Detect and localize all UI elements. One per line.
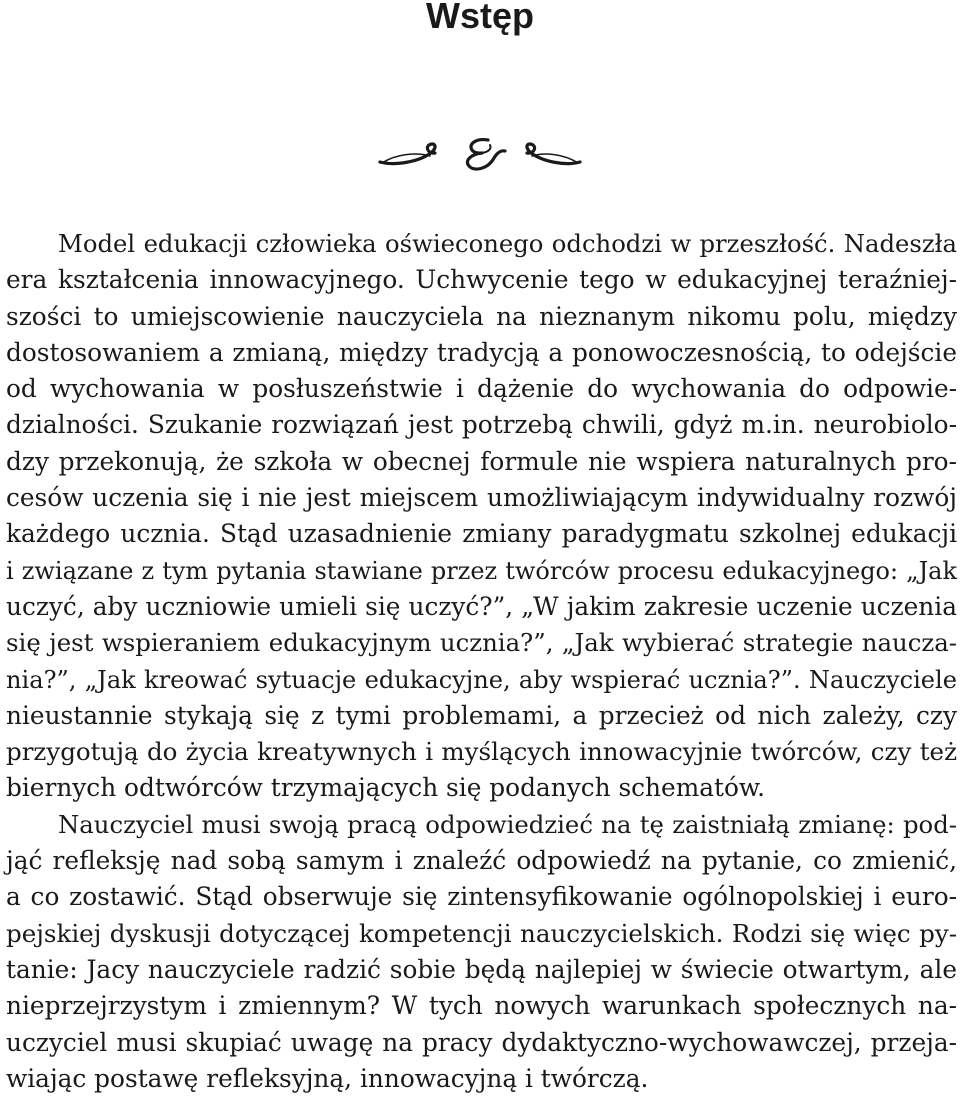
text-line: wiając postawę refleksyjną, innowacyjną i twórczą.: [6, 1063, 649, 1093]
text-line: dzy przekonują, że szkoła w obecnej formule nie wspiera naturalnych pro-: [6, 446, 957, 476]
text-line: i związane z tym pytania stawiane przez twórców procesu edukacyjnego: „Jak: [6, 556, 957, 585]
text-line: uczyciel musi skupiać uwagę na pracy dydaktyczno-wychowawczej, przeja-: [6, 1027, 957, 1057]
text-line: uczyć, aby uczniowie umieli się uczyć?”, „W jakim zakresie uczenie uczenia: [6, 591, 957, 621]
text-line: a co zostawić. Stąd obserwuje się zintensyfikowanie ogólnopolskiej i euro-: [6, 882, 957, 912]
text-line: szości to umiejscowienie nauczyciela na nieznanym nikomu polu, między: [6, 301, 957, 331]
text-line: od wychowania w posłuszeństwie i dążenie do wychowania do odpowie-: [6, 374, 957, 404]
text-line: się jest wspieraniem edukacyjnym ucznia?”, „Jak wybierać strategie naucza-: [6, 628, 957, 658]
text-line: tanie: Jacy nauczyciele radzić sobie będą najlepiej w świecie otwartym, ale: [6, 954, 957, 984]
text-line: cesów uczenia się i nie jest miejscem umożliwiającym indywidualny rozwój: [6, 483, 957, 513]
body-text: [6, 226, 957, 1097]
text-line: nieprzejrzystym i zmiennym? W tych nowych warunkach społecznych na-: [6, 991, 957, 1021]
decorative-swash-ornament-icon: [376, 132, 584, 174]
text-line: dzialności. Szukanie rozwiązań jest potrzebą chwili, gdyż m.in. neurobiolo-: [6, 410, 957, 440]
text-line: każdego ucznia. Stąd uzasadnienie zmiany paradygmatu szkolnej edukacji: [6, 519, 957, 549]
text-line: przygotują do życia kreatywnych i myślących innowacyjnie twórców, czy też: [6, 737, 957, 767]
paragraph: [6, 226, 957, 807]
page-title: Wstęp: [426, 0, 534, 36]
text-line: nia?”, „Jak kreować sytuacje edukacyjne, aby wspierać ucznia?”. Nauczyciele: [6, 665, 957, 694]
text-line: era kształcenia innowacyjnego. Uchwycenie tego w edukacyjnej teraźniej-: [6, 265, 957, 295]
text-line: Nauczyciel musi swoją pracą odpowiedzieć na tę zaistniałą zmianę: pod-: [58, 809, 957, 839]
text-line: nieustannie stykają się z tymi problemami, a przecież od nich zależy, czy: [6, 700, 957, 730]
paragraph: [6, 807, 957, 1097]
text-line: Model edukacji człowieka oświeconego odchodzi w przeszłość. Nadeszła: [58, 229, 957, 258]
text-line: dostosowaniem a zmianą, między tradycją a ponowoczesnością, to odejście: [6, 337, 957, 367]
text-line: jąć refleksję nad sobą samym i znaleźć odpowiedź na pytanie, co zmienić,: [6, 846, 957, 876]
text-line: pejskiej dyskusji dotyczącej kompetencji nauczycielskich. Rodzi się więc py-: [6, 918, 957, 948]
text-line: biernych odtwórców trzymających się podanych schematów.: [6, 773, 766, 803]
